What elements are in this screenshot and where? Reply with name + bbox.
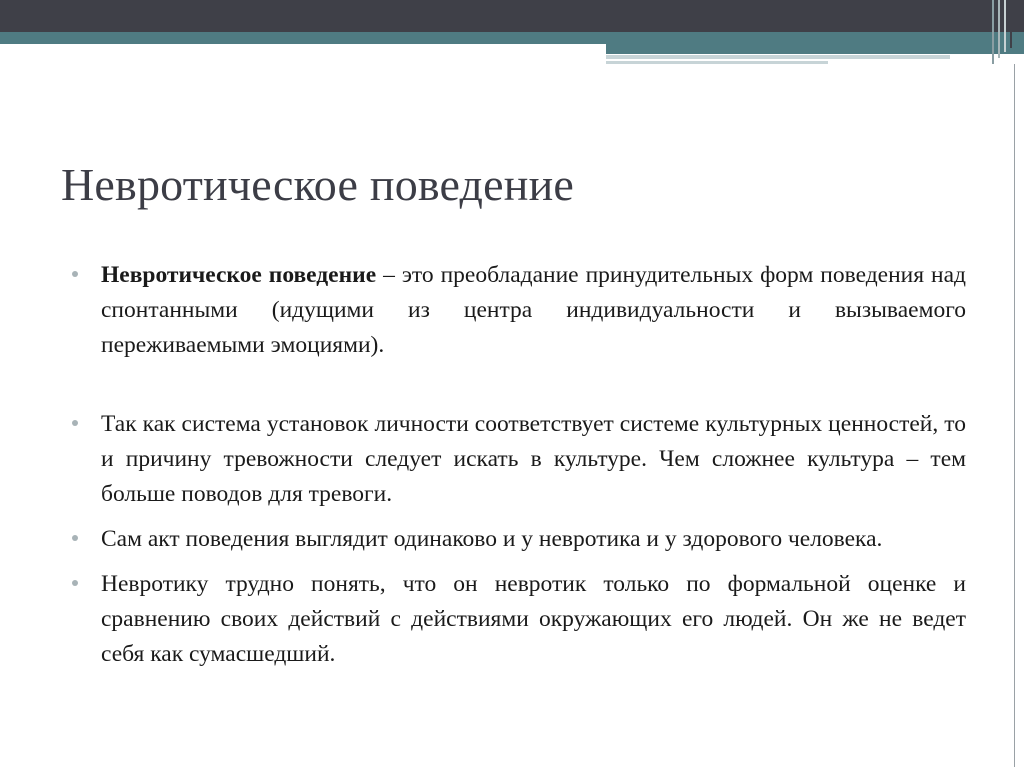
bullet-text: Невротику трудно понять, что он невротик только по формальной оценке и сравнению своих действий с действиями окружающих его людей. Он же не ведет себя как сумасшедший. [101, 571, 966, 667]
header-vertical-line [1010, 0, 1012, 48]
bullet-dot-icon [70, 578, 80, 588]
header-teal-band [0, 32, 1024, 44]
bullet-dot-icon [70, 418, 80, 428]
bullet-item [70, 258, 966, 363]
header-light-stripe-short [606, 61, 828, 64]
bullet-item [70, 407, 966, 512]
bullet-dot-icon [70, 533, 80, 543]
header-vertical-line [992, 0, 994, 64]
header-vertical-line [998, 0, 1000, 58]
header-dark-band [0, 0, 1024, 32]
header-light-stripe [606, 55, 950, 59]
bullet-text: Сам акт поведения выглядит одинаково и у невротика и у здорового человека. [101, 526, 883, 552]
bullet-item [70, 522, 966, 557]
slide-right-border [1014, 64, 1015, 767]
bullet-list [70, 258, 966, 672]
bullet-item [70, 567, 966, 672]
header-teal-accent [606, 44, 1024, 54]
header-vertical-line [1004, 0, 1006, 52]
bullet-bold-term: Невротическое поведение [101, 262, 377, 288]
bullet-dot-icon [70, 269, 80, 279]
bullet-text: Так как система установок личности соответствует системе культурных ценностей, то и причину тревожности следует искать в культуре. Чем сложнее культура – тем больше поводов для тревоги. [101, 411, 966, 507]
slide-title: Невротическое поведение [61, 159, 575, 210]
bullet-text: – это преобладание принудительных форм поведения над спонтанными (идущими из центра индивидуальности и вызываемого переживаемыми эмоциями). [101, 262, 966, 358]
